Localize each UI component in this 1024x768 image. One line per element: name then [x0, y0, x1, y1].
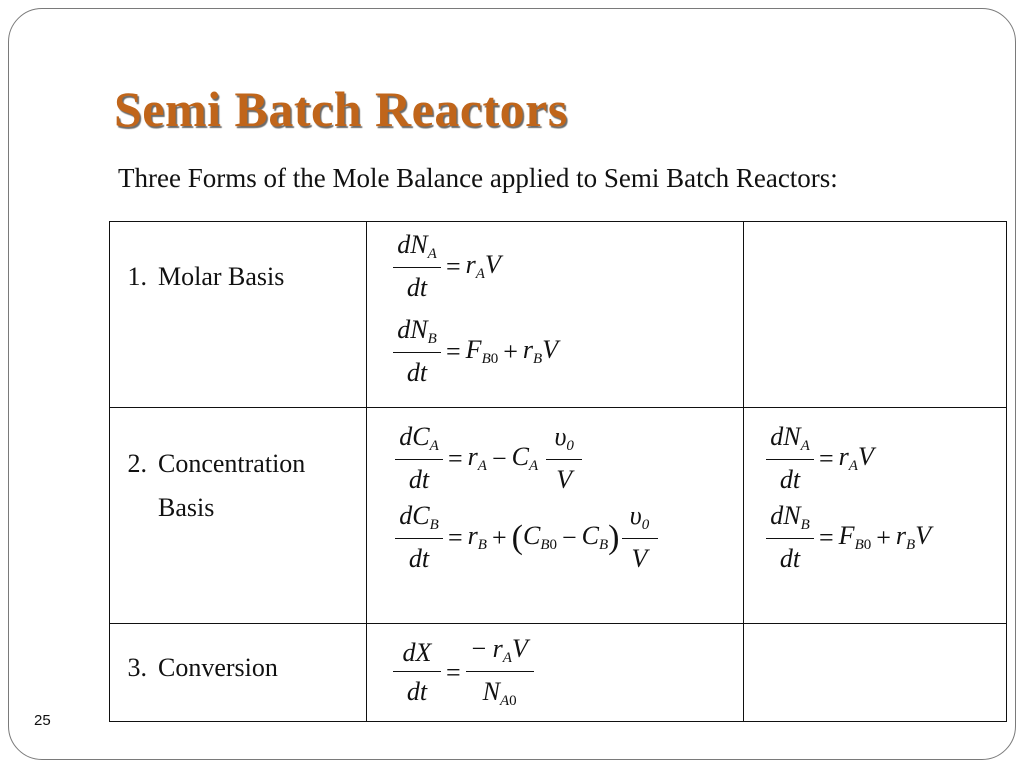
- row-label: [110, 255, 366, 299]
- table-row: [110, 408, 1007, 624]
- slide-subtitle: Three Forms of the Mole Balance applied to Semi Batch Reactors:: [118, 163, 838, 193]
- row-label: [110, 442, 366, 530]
- equation-cell: [744, 408, 1007, 624]
- equation-conc-b: $\frac{dC_B}{dt}$ = $r_B$ + ( $C_{B0}$ − $C_B$ ) $\frac{\upsilon_0}{V}$: [395, 503, 743, 572]
- row-label-cell: [110, 408, 367, 624]
- empty-cell: [744, 624, 1007, 722]
- row-label-text: Concentration Basis: [158, 449, 306, 522]
- equation-side-a: $\frac{dN_A}{dt}$ = $r_AV$: [766, 424, 1006, 493]
- equation-cell: [367, 222, 744, 408]
- equation-conversion: $\frac{dX}{dt}$ = $\frac{- r_AV}{N_{A0}}$: [393, 636, 743, 709]
- equation-molar-a: $\frac{dN_A}{dt}$ = $r_AV$: [393, 232, 743, 301]
- row-label-text: Molar Basis: [158, 262, 285, 291]
- row-number: 1.: [127, 262, 147, 291]
- empty-cell: [744, 222, 1007, 408]
- row-label: [110, 646, 366, 690]
- equation-side-b: $\frac{dN_B}{dt}$ = $F_{B0}$ + $r_BV$: [766, 503, 1006, 572]
- table-row: [110, 624, 1007, 722]
- table-row: [110, 222, 1007, 408]
- slide-title: Semi Batch Reactors: [114, 81, 568, 137]
- row-number: 3.: [127, 653, 147, 682]
- equation-cell: [367, 408, 744, 624]
- page-number: 25: [34, 712, 51, 729]
- row-label-cell: [110, 222, 367, 408]
- equation-cell: [367, 624, 744, 722]
- row-label-cell: [110, 624, 367, 722]
- row-number: 2.: [127, 449, 147, 478]
- equation-conc-a: $\frac{dC_A}{dt}$ = $r_A$ − $C_A$ $\frac{\upsilon_0}{V}$: [395, 424, 743, 493]
- row-label-text: Conversion: [158, 653, 278, 682]
- mole-balance-table: [109, 221, 1007, 722]
- equation-molar-b: $\frac{dN_B}{dt}$ = $F_{B0}$ + $r_BV$: [393, 317, 743, 386]
